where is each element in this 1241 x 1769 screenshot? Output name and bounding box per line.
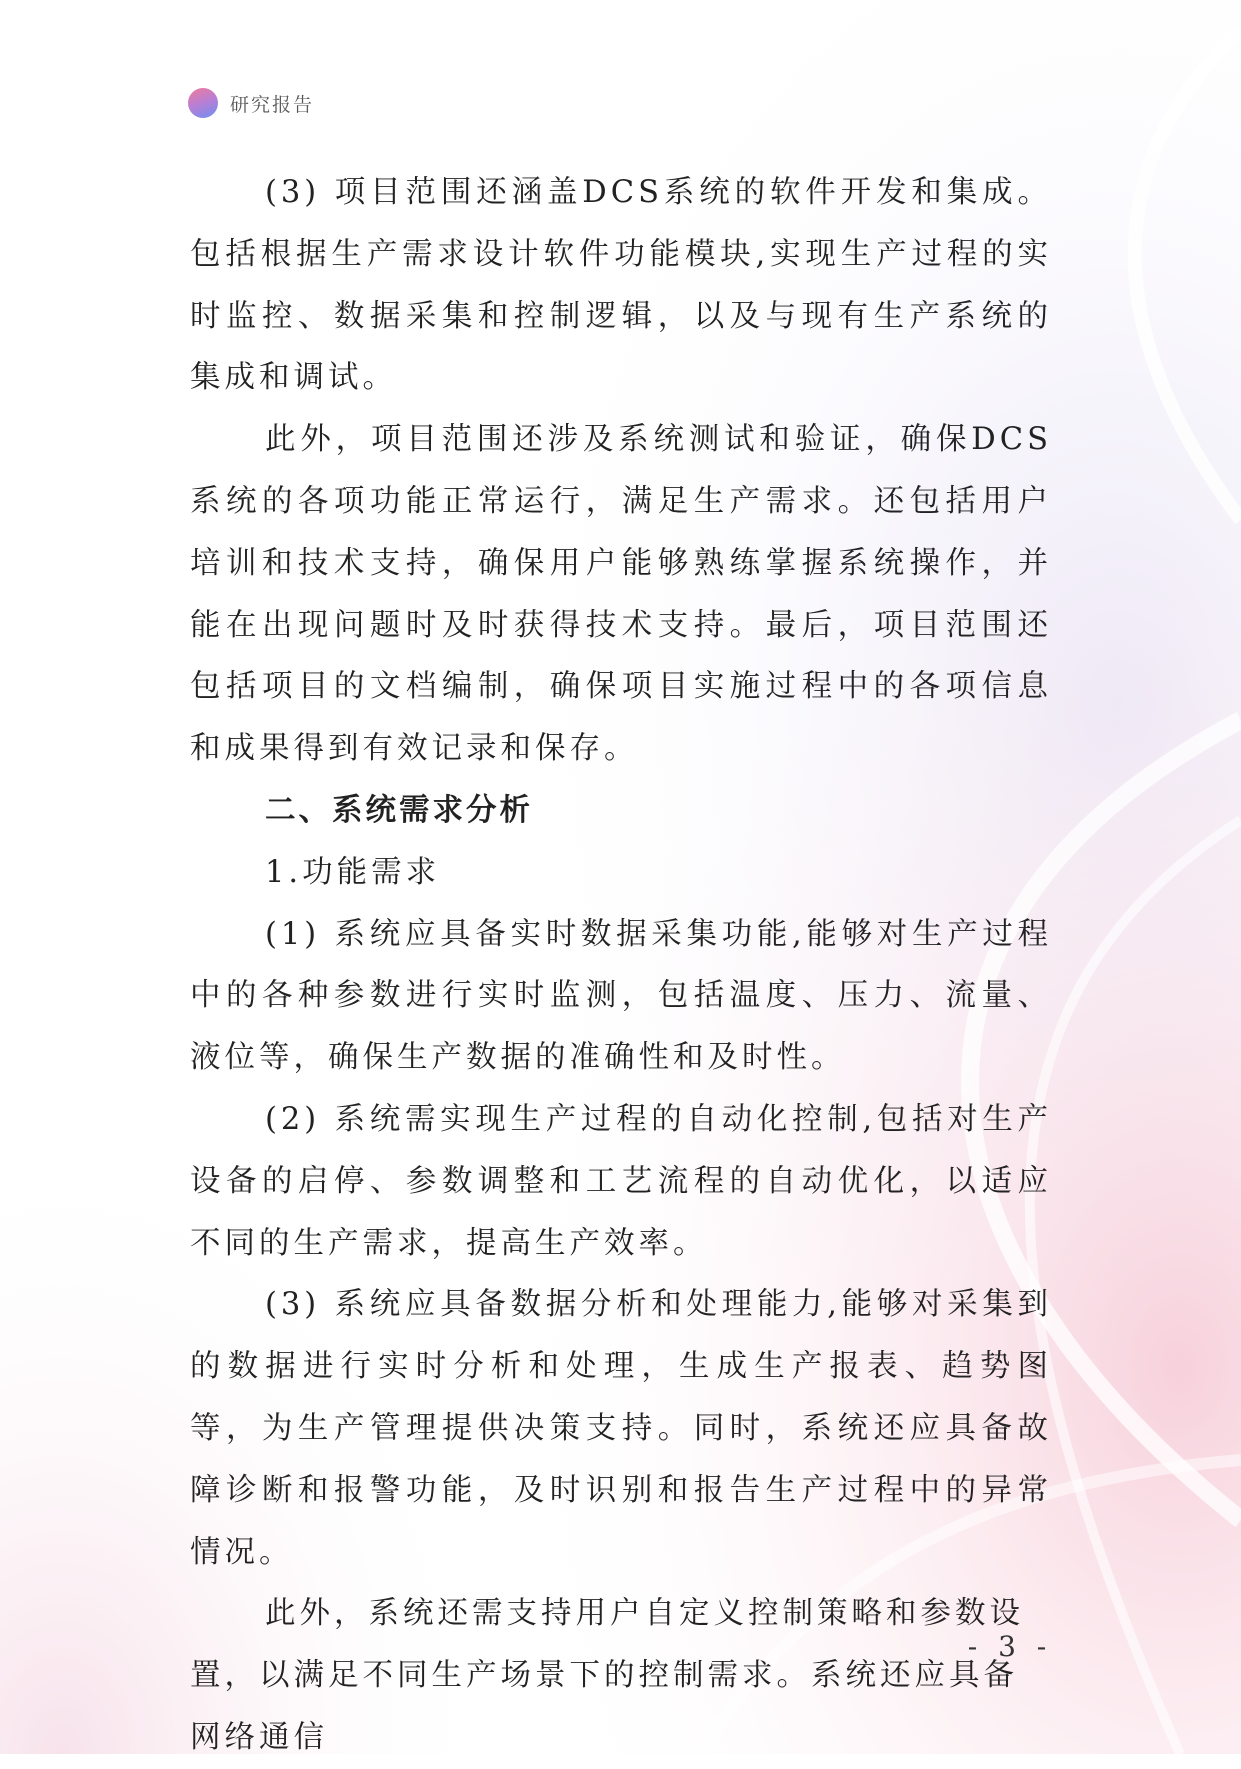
paragraph-software-scope: (3) 项目范围还涵盖DCS系统的软件开发和集成。包括根据生产需求设计软件功能模块,实现生产过程的实时监控、数据采集和控制逻辑，以及与现有生产系统的集成和调试。 — [190, 175, 1052, 396]
paragraph-testing-scope: 此外，项目范围还涉及系统测试和验证，确保DCS系统的各项功能正常运行，满足生产需求。还包括用户培训和技术支持，确保用户能够熟练掌握系统操作，并能在出现问题时及时获得技术支持。最后，项目范围还包括项目的文档编制，确保项目实施过程中的各项信息和成果得到有效记录和保存。 — [190, 422, 1052, 767]
document-body — [190, 162, 1052, 1769]
header-title: 研究报告 — [230, 93, 315, 116]
logo-icon — [188, 88, 218, 118]
paragraph-data-acquisition: (1) 系统应具备实时数据采集功能,能够对生产过程中的各种参数进行实时监测，包括温度、压力、流量、液位等，确保生产数据的准确性和及时性。 — [190, 916, 1052, 1076]
paragraph-automation-control: (2) 系统需实现生产过程的自动化控制,包括对生产设备的启停、参数调整和工艺流程的自动优化，以适应不同的生产需求，提高生产效率。 — [190, 1101, 1052, 1261]
section-heading: 二、系统需求分析 — [265, 792, 533, 828]
paragraph-data-analysis: (3) 系统应具备数据分析和处理能力,能够对采集到的数据进行实时分析和处理，生成生产报表、趋势图等，为生产管理提供决策支持。同时，系统还应具备故障诊断和报警功能，及时识别和报告生产过程中的异常情况。 — [190, 1287, 1052, 1570]
report-header — [188, 88, 314, 118]
paragraph-custom-strategy: 此外，系统还需支持用户自定义控制策略和参数设置，以满足不同生产场景下的控制需求。系统还应具备网络通信 — [190, 1596, 1024, 1755]
page-number: - 3 - — [967, 1630, 1053, 1663]
subsection-heading: 1.功能需求 — [265, 854, 441, 890]
